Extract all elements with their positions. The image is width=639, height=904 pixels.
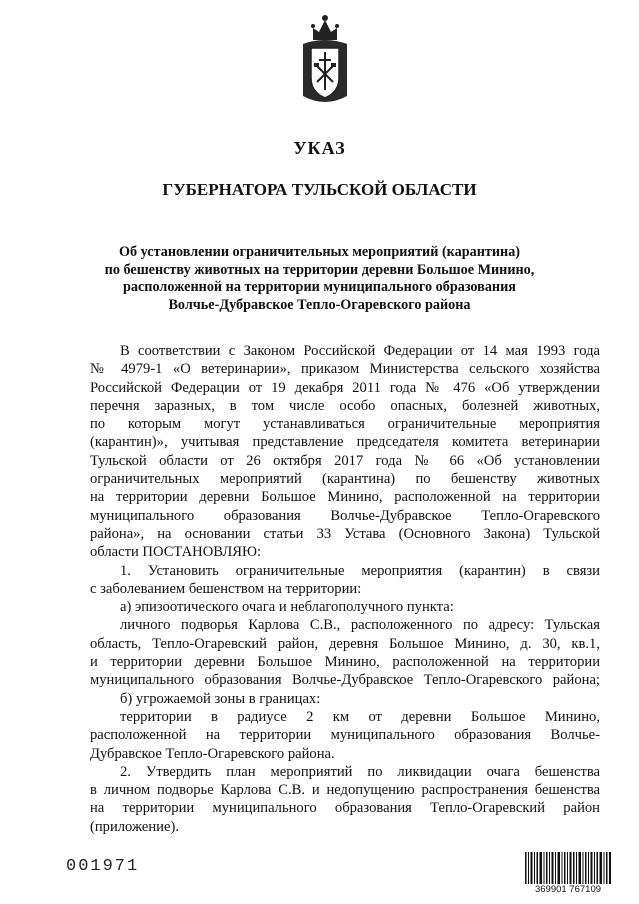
body-line: территории в радиусе 2 км от деревни Большое Минино, xyxy=(120,708,600,725)
body-line: перечня заразных, в том числе особо опасных, болезней животных, xyxy=(90,397,600,414)
body-line: личного подворья Карлова С.В., расположенного по адресу: Тульская xyxy=(120,617,600,634)
body-line: Тульской области от 26 октября 2017 года № 66 «Об установлении xyxy=(90,452,600,469)
document-issuer: ГУБЕРНАТОРА ТУЛЬСКОЙ ОБЛАСТИ xyxy=(162,180,477,199)
body-line: на территории деревни Большое Минино, расположенной на территории xyxy=(90,489,600,506)
body-line: (карантин)», учитывая представление председателя комитета ветеринарии xyxy=(90,434,600,451)
body-line: и территории деревни Большое Минино, расположенной на территории xyxy=(90,654,600,671)
document-subject xyxy=(60,244,579,314)
body-line: с заболеванием бешенством на территории: xyxy=(90,580,362,597)
body-line: муниципального образования Волчье-Дубравское Тепло-Огаревского района; xyxy=(90,672,600,689)
subject-line: Волчье-Дубравское Тепло-Огаревского района xyxy=(168,296,471,313)
body-line: Дубравское Тепло-Огаревского района. xyxy=(90,745,335,762)
document-serial-number: 001971 xyxy=(66,857,140,876)
body-line: 1. Установить ограничительные мероприятия (карантин) в связи xyxy=(120,562,600,579)
subject-line: расположенной на территории муниципального образования xyxy=(123,279,516,295)
body-line: ограничительных мероприятий (карантина) по бешенству животных xyxy=(90,471,600,488)
body-line: муниципального образования Волчье-Дубравское Тепло-Огаревского xyxy=(90,507,600,524)
body-line: на территории муниципального образования Тепло-Огаревский район xyxy=(90,800,600,817)
body-line: Российской Федерации от 19 декабря 2011 года № 476 «Об утверждении xyxy=(90,379,600,396)
body-line: 2. Утвердить план мероприятий по ликвидации очага бешенства xyxy=(120,763,600,780)
body-line: область, Тепло-Огаревский район, деревня Большое Минино, д. 30, кв.1, xyxy=(90,635,600,652)
document-body xyxy=(90,342,600,836)
subject-line: Об установлении ограничительных мероприятий (карантина) xyxy=(118,244,521,260)
body-line: № 4979-1 «О ветеринарии», приказом Министерства сельского хозяйства xyxy=(90,361,600,378)
body-line: в личном подворье Карлова С.В. и недопущению распространения бешенства xyxy=(90,782,600,799)
body-line: по которым могут устанавливаться ограничительные мероприятия xyxy=(90,416,600,433)
body-line: района», на основании статьи 33 Устава (Основного Закона) Тульской xyxy=(90,525,600,542)
body-line: расположенной на территории муниципального образования Волчье- xyxy=(90,727,600,744)
body-line: а) эпизоотического очага и неблагополучного пункта: xyxy=(120,599,454,616)
tula-coat-of-arms-icon xyxy=(299,10,351,110)
body-line: области ПОСТАНОВЛЯЮ: xyxy=(90,544,262,561)
body-line: б) угрожаемой зоны в границах: xyxy=(120,690,321,707)
document-title: УКАЗ xyxy=(293,138,346,158)
body-line: В соответствии с Законом Российской Федерации от 14 мая 1993 года xyxy=(120,343,600,359)
subject-line: по бешенству животных на территории деревни Большое Минино, xyxy=(104,261,535,278)
barcode-number: 369901 767109 xyxy=(524,884,612,895)
body-line: (приложение). xyxy=(90,818,179,835)
